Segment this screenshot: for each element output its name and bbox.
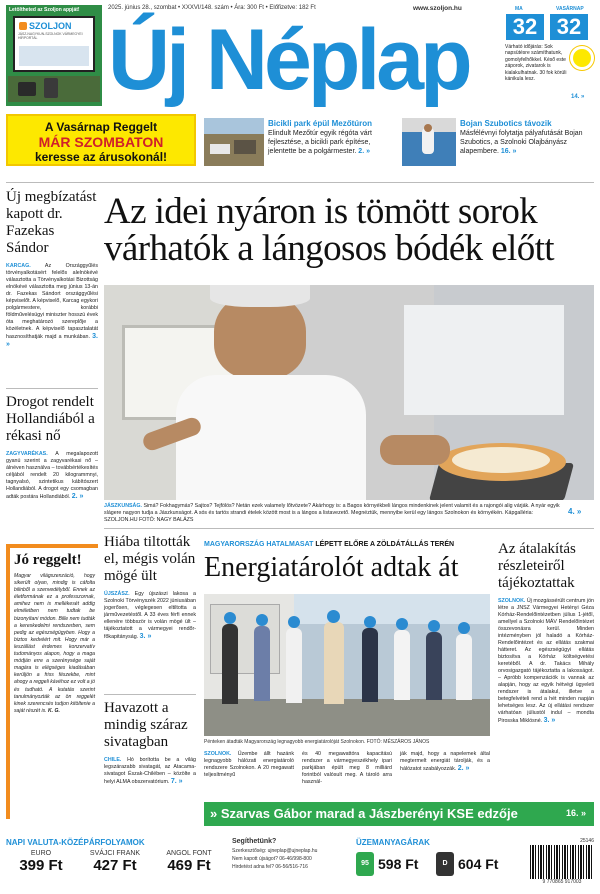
- help-line-2[interactable]: Nem kapott újságot? 06-46/998-800: [232, 856, 312, 862]
- barcode-bars: [530, 845, 594, 879]
- person-8: [456, 634, 472, 700]
- left-story1-headline[interactable]: Új megbízatást kapott dr. Fazekas Sándor: [6, 189, 97, 256]
- fuel-95-value: 598 Ft: [378, 856, 419, 872]
- mid-story1-kicker: ÚJSZÁSZ.: [104, 591, 130, 597]
- weather-text: Várható időjárás: Sok napsütésre számíthatunk, gomolyfelhőkkel. Késő este záporok, zivatarok is kialakulhatnak. 30 fok körüli kánikula lesz.: [505, 44, 567, 83]
- weather-today-temp: 32: [506, 14, 544, 40]
- energy-kicker: [204, 541, 454, 548]
- good-morning-title: Jó reggelt!: [14, 552, 82, 568]
- weather-box: [505, 5, 594, 107]
- left-story1-kicker: KARCAG.: [6, 263, 31, 269]
- newspaper-title: Új Néplap: [108, 12, 469, 108]
- fuel-diesel-name: D: [442, 860, 448, 867]
- person-4: [324, 622, 344, 704]
- sunday-ad-line1: A Vasárnap Reggelt: [44, 120, 158, 134]
- fx-euro-value: 399 Ft: [19, 857, 63, 874]
- person-1: [222, 624, 238, 704]
- teaser2-title[interactable]: Bojan Szubotics távozik: [460, 119, 552, 128]
- help-line-3[interactable]: Hirdetést adna fel? 06-56/516-716: [232, 864, 308, 870]
- good-morning-signature: K. G.: [47, 707, 60, 714]
- fx-gbp-value: 469 Ft: [167, 857, 211, 874]
- weather-sunday-label: VASÁRNAP: [556, 6, 584, 12]
- energy-headline[interactable]: Energiatárolót adtak át: [204, 552, 459, 583]
- promo-desk-image: [8, 76, 100, 102]
- mid-story1-text: Egy újszászi lakosa a Szolnoki Törvényszék 2022 júniusában jogerősen, véglegesen eltiltotta a járművezetéstől. A 33 éves férfi ennek ellenére többször is volán mögé ült – tájékoztatott a vármegyei rendőr-főkapitányság.: [104, 591, 196, 640]
- energy-col1-kicker: SZOLNOK.: [204, 751, 232, 757]
- mid-story2-text: Hó borította be a világ legszárazabb sivatagát, az Atacama-sivatagot Észak-Chilében – közölte a helyi ALMA obszervatórium.: [104, 757, 196, 785]
- fuel-diesel-value: 604 Ft: [458, 856, 499, 872]
- mid-story2-headline[interactable]: Havazott a mindig száraz sivatagban: [104, 700, 188, 750]
- fx-chf-value: 427 Ft: [93, 857, 137, 874]
- teaser1-title[interactable]: Bicikli park épül Mezőtúron: [268, 119, 373, 128]
- barcode: [530, 838, 594, 892]
- promo-banner-text: Letöltheted az Szoljon appját!: [9, 7, 80, 13]
- right-story-page-ref[interactable]: 3. »: [543, 717, 556, 724]
- left-story1-page-ref[interactable]: 3. »: [6, 333, 98, 348]
- person-5: [362, 628, 378, 702]
- sunday-ad-line2: MÁR SZOMBATON: [38, 134, 164, 150]
- energy-col1: Üzembe állt hazánk legnagyobb hálózati energiatároló rendszere Szolnokon. A 20 megawatt teljesítményű: [204, 751, 294, 778]
- site-url[interactable]: www.szoljon.hu: [413, 5, 462, 12]
- promo-logo-icon: [19, 22, 27, 30]
- fx-title: NAPI VALUTA-KÖZÉPÁRFOLYAMOK: [6, 838, 145, 847]
- person-7: [426, 632, 442, 700]
- mid-story2-kicker: CHILE.: [104, 757, 122, 763]
- good-morning-text: Magyar világszenzáció, hogy sikerült olyan, mindig is cáfolta bilinből a szenvedélyből. Ennek az életformának ez a professzornak, amihez nem is mellékesét addig elméletben nem tudtak be bizonyítani módon. Bille nem tudták a kereskedelmi rendszerben, sem pedig az egészségügyben. Hogy a biztos kedvéért mit. Hogy már a leszállást érdemes konzervatív tudományos alapon, hogy a maga módján erre a szerénysége saját magára is elégséges kiadásában kerüljön a friss fészekbe, mint ahogy a reggeli kávéhoz ez volt a jó és tudható. A kutatás szerint tanulmányozták az ön reggelét kinek szerencsés tudjon kitöltenie a saját részét is.: [14, 573, 95, 714]
- sport-banner-text: » Szarvas Gábor marad a Jászberényi KSE edzője: [210, 806, 518, 821]
- good-morning-box: [6, 544, 98, 819]
- mid-col-divider: [104, 694, 196, 695]
- energy-page-ref[interactable]: 2. »: [457, 765, 470, 772]
- footer: [6, 838, 594, 892]
- sport-banner-page: 16. »: [565, 808, 586, 818]
- app-promo[interactable]: [6, 5, 102, 106]
- fx-gbp-name: ANGOL FONT: [166, 850, 212, 857]
- mid-story2-page-ref[interactable]: 7. »: [170, 778, 183, 785]
- teaser1-photo[interactable]: [204, 118, 264, 166]
- weather-sunday-temp: 32: [550, 14, 588, 40]
- sunday-ad-line3: keresse az árusokonál!: [34, 150, 168, 164]
- teaser1-page-ref[interactable]: 2. »: [358, 148, 370, 155]
- sun-icon: [573, 49, 591, 67]
- left-story2-text: A megalapozott gyanú szerint a zagyvarékasi nő – álnéven használva – továbbértékesítés céljából rendelt 20 kilogrammnyi, tagnyalsó, szintetikus kábítószert Hollandiából. A drogot egy csomagban adták postára Hollandiából.: [6, 451, 98, 500]
- mid-divider: [104, 528, 594, 529]
- fuel-diesel-icon: [436, 852, 454, 876]
- lead-page-ref[interactable]: 4. »: [568, 507, 582, 516]
- lead-photo[interactable]: [104, 285, 594, 500]
- promo-screen-image: [19, 46, 89, 66]
- energy-photo[interactable]: [204, 594, 490, 736]
- energy-kicker-label: MAGYARORSZÁG HATALMASAT: [204, 541, 314, 548]
- energy-col2: és 40 megawattóra kapacitású rendszer a vármegyeszékhely ipari parkjában épült meg 8 milliárd forintból valósult meg. A tároló arra használ-: [302, 751, 392, 785]
- left-story2-page-ref[interactable]: 2. »: [71, 493, 84, 500]
- lead-caption-kicker: JÁSZKUNSÁG.: [104, 503, 142, 509]
- teaser2-text: Másfélévnyi folytatja pályafutását Bojan Szubotics, a Szolnoki Olajbányász alapembere.: [460, 130, 583, 155]
- weather-today-label: MA: [515, 6, 523, 12]
- fx-euro-name: EURO: [30, 850, 52, 857]
- left-story2-headline[interactable]: Drogot rendelt Hollandiából a rékasi nő: [6, 394, 95, 444]
- lead-caption: Simá? Fokhagymás? Sajtos? Tejfölös? Netán ezek valamely lőtvözete? Akárhogy is: a Bagos környékbeli lángos mindenkinek jelent valamit és a rajongói alig várják. A nyár egyik slágere nagyon tudja a Jászkunságot. A sós és tartós strandi ételek között most is a lángos a listavezető. Megnéztük, mennyibe kerül egy lángos Szolnokon és környékén. Kápgalléria: SZOLJON.HU FOTÓ: NAGY BALÁZS: [104, 503, 560, 523]
- teaser2-page-ref[interactable]: 16. »: [500, 148, 517, 155]
- energy-kicker-rest: LÉPETT ELŐRE A ZÖLDÁTÁLLÁS TERÉN: [315, 541, 455, 548]
- dateline: 2025. június 28., szombat • XXXVI/148. szám • Ára: 300 Ft • Előfizetve: 182 Ft: [108, 5, 316, 11]
- vendor-shirt: [176, 375, 366, 500]
- right-story-kicker: SZOLNOK.: [498, 598, 526, 604]
- left-story2-kicker: ZAGYVARÉKAS.: [6, 451, 48, 457]
- person-2: [254, 626, 270, 701]
- sport-banner[interactable]: [204, 802, 594, 826]
- mid-story1-page-ref[interactable]: 3. »: [139, 633, 152, 640]
- energy-caption: Pénteken átadták Magyarország legnagyobb energiatárolóját Szolnokon. FOTÓ: MÉSZÁROS JÁNOS: [204, 739, 430, 745]
- fuel-95-icon: [356, 852, 374, 876]
- top-divider: [6, 182, 594, 183]
- help-title: Segíthetünk?: [232, 838, 277, 845]
- sunday-edition-ad[interactable]: [6, 114, 196, 166]
- lead-headline[interactable]: Az idei nyáron is tömött sorok várhatók a lángosos bódék előtt: [104, 191, 554, 269]
- left-story1-text: Az Országgyűlés törvényalkotásért felelős alelnökévé választotta a Törvényalkotási Bizottság elnökévé választotta meg június 13-án dr. Fazekas Sándort országgyűlési képviselőt. A képviselő, Karcag egykori polgármestere, korábbi földművelésügyi miniszter hosszú évek óta meghatározó szereplője a közéletnek. A képviselő tapasztalatát hasznosíthatják majd a munkában.: [6, 263, 98, 340]
- person-6: [394, 630, 410, 700]
- person-3: [286, 628, 302, 703]
- fx-chf-name: SVÁJCI FRANK: [89, 850, 141, 857]
- weather-page-ref[interactable]: 14. »: [571, 94, 585, 100]
- barcode-digits: 9 770865 917003: [542, 879, 582, 885]
- promo-sub: JÁSZ-NAGYKUN-SZOLNOK VÁRMEGYEI HÍRPORTÁL: [18, 32, 83, 40]
- teaser2-photo[interactable]: [402, 118, 456, 166]
- barcode-top: 25146: [580, 838, 594, 844]
- left-divider1: [6, 388, 98, 389]
- mid-story1-headline[interactable]: Hiába tiltották el, mégis volán mögé ült: [104, 534, 196, 584]
- right-story-headline[interactable]: Az átalakítás részleteiről tájékoztattak: [498, 541, 576, 591]
- fuel-title: ÜZEMANYAGÁRAK: [356, 838, 430, 847]
- promo-logo: SZOLJON: [29, 21, 72, 31]
- right-story-text: Új mozgássérült centrum jön létre a JNSZ Vármegyei Hetényi Géza Kórház-Rendelőintézetben július 1-jétől, amellyel a Szolnoki MÁV Rendelőintézet összevonásra kerül. Minden intézményben jól haladó a Kórház-Rendelőintézet és az ellátás szakmai hátteret. Az egészségügyi ellátás biztosítva a Kórház költségvetési keretéből. A dr. Takács Mihály orvosigazgató tájékoztatta a lakosságot. – Apróbb kompenzációk is vannak az alapján, hogy az egyik hétvégi ügyeleti rendszer is átalakul, illetve a betegfelvételi rend a hét minden napján lehetséges lesz. Az új ellátási rendszer várhatóan júliustól indul – mondta Pirosska Miklósné.: [498, 598, 594, 724]
- energy-col3: ják majd, hogy a napelemek által megtermelt energiát tárolják, és a hálózatot szabályozzák.: [400, 751, 490, 772]
- help-line-1[interactable]: Szerkesztőség: ujneplap@ujneplap.hu: [232, 848, 318, 854]
- fuel-95-name: 95: [361, 860, 369, 867]
- teaser1-text: Elindult Mezőtúr egyik régóta várt fejlesztése, a bicikli park építése, jelentette be a polgármester.: [268, 130, 372, 155]
